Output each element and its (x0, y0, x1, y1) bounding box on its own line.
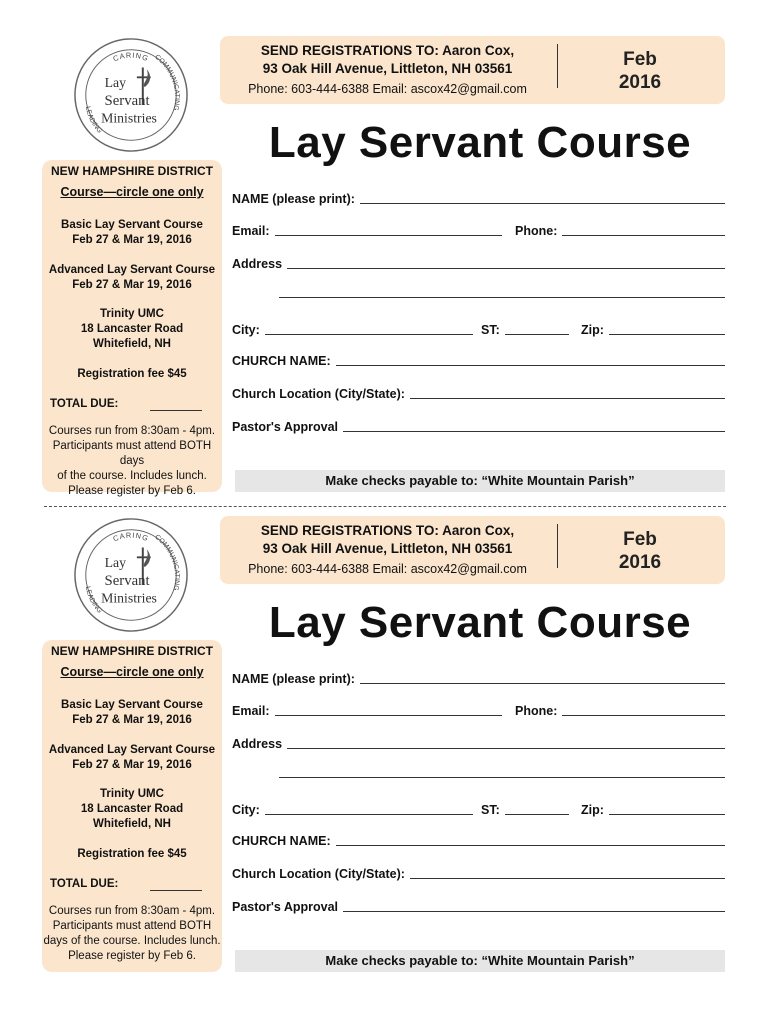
logo-right-text: COMMUNICATING (153, 533, 181, 592)
church-location-label: Church Location (City/State): (232, 387, 405, 401)
course-date (565, 528, 715, 574)
total-due-field[interactable] (150, 890, 202, 891)
city-input-line[interactable] (265, 813, 473, 815)
location-line-3: Whitefield, NH (93, 338, 171, 350)
email-input-line[interactable] (275, 234, 502, 236)
location-line-1: Trinity UMC (100, 308, 164, 320)
church-name-label: CHURCH NAME: (232, 834, 331, 848)
city-label: City: (232, 323, 260, 337)
church-name-field (232, 834, 725, 848)
lay-servant-ministries-logo (72, 36, 190, 154)
zip-input-line[interactable] (609, 333, 725, 335)
basic-course-option[interactable] (42, 698, 222, 728)
pastor-approval-field (232, 900, 725, 914)
church-location-label: Church Location (City/State): (232, 867, 405, 881)
svg-text:CARING (112, 51, 151, 64)
phone-input-line[interactable] (562, 714, 725, 716)
name-label: NAME (please print): (232, 192, 355, 206)
course-date (565, 48, 715, 94)
pastor-approval-field (232, 420, 725, 434)
address-label: Address (232, 257, 283, 271)
contact-info: Phone: 603-444-6388 Email: ascox42@gmail.com (248, 562, 527, 576)
phone-field (515, 704, 725, 718)
note-line: Courses run from 8:30am - 4pm. (48, 905, 216, 917)
course-info-panel (42, 160, 222, 497)
phone-label: Phone: (515, 224, 558, 238)
registration-form-top (0, 0, 770, 497)
send-line-1: SEND REGISTRATIONS TO: Aaron Cox, (260, 523, 515, 538)
circle-instruction: Course—circle one only (60, 665, 204, 679)
address-input-line[interactable] (287, 747, 725, 749)
checks-payable-note: Make checks payable to: “White Mountain Parish” (235, 950, 725, 972)
course-location (42, 787, 222, 832)
address-input-line[interactable] (287, 267, 725, 269)
basic-course-dates: Feb 27 & Mar 19, 2016 (72, 714, 192, 726)
circle-instruction: Course—circle one only (60, 185, 204, 199)
advanced-course-name: Advanced Lay Servant Course (48, 264, 216, 276)
note-line: of the course. Includes lunch. (57, 470, 207, 482)
lay-servant-ministries-logo (72, 516, 190, 634)
logo-right-text: COMMUNICATING (153, 53, 181, 112)
location-line-2: 18 Lancaster Road (80, 323, 184, 335)
logo-seal (72, 516, 190, 634)
district-name: NEW HAMPSHIRE DISTRICT (51, 164, 213, 178)
name-label: NAME (please print): (232, 672, 355, 686)
location-line-3: Whitefield, NH (93, 818, 171, 830)
church-location-field (232, 387, 725, 401)
logo-left-text: LEADING (83, 585, 104, 615)
date-month: Feb (623, 529, 657, 550)
district-name: NEW HAMPSHIRE DISTRICT (51, 644, 213, 658)
date-month: Feb (623, 49, 657, 70)
logo-word-2: Servant (104, 572, 150, 589)
address-input-line-2[interactable] (279, 297, 725, 298)
registration-form-bottom (0, 480, 770, 970)
logo-word-1: Lay (104, 555, 126, 571)
pastor-approval-input-line[interactable] (343, 910, 725, 912)
logo-top-text: CARING (111, 50, 151, 64)
registration-fee: Registration fee $45 (77, 848, 187, 860)
total-due-label: TOTAL DUE: (50, 398, 119, 410)
logo-word-2: Servant (104, 92, 150, 109)
note-line: Courses run from 8:30am - 4pm. (48, 425, 216, 437)
zip-field (581, 803, 725, 817)
location-line-1: Trinity UMC (100, 788, 164, 800)
basic-course-dates: Feb 27 & Mar 19, 2016 (72, 234, 192, 246)
checks-payable-note: Make checks payable to: “White Mountain Parish” (235, 470, 725, 492)
send-line-2: 93 Oak Hill Avenue, Littleton, NH 03561 (262, 61, 513, 76)
church-location-input-line[interactable] (410, 397, 725, 399)
name-field (232, 672, 725, 686)
zip-label: Zip: (581, 803, 604, 817)
state-field (481, 323, 569, 337)
state-field (481, 803, 569, 817)
advanced-course-name: Advanced Lay Servant Course (48, 744, 216, 756)
send-line-2: 93 Oak Hill Avenue, Littleton, NH 03561 (262, 541, 513, 556)
church-name-input-line[interactable] (336, 364, 725, 366)
note-line: Participants must attend BOTH days (52, 440, 212, 467)
email-field (232, 224, 502, 238)
logo-seal (72, 36, 190, 154)
registration-header-box (220, 36, 725, 104)
city-field (232, 323, 473, 337)
advanced-course-dates: Feb 27 & Mar 19, 2016 (72, 279, 192, 291)
total-due-field[interactable] (150, 410, 202, 411)
svg-text:CARING (112, 531, 151, 544)
city-input-line[interactable] (265, 333, 473, 335)
name-input-line[interactable] (360, 202, 725, 204)
registration-fee: Registration fee $45 (77, 368, 187, 380)
zip-input-line[interactable] (609, 813, 725, 815)
logo-word-3: Ministries (101, 590, 157, 606)
basic-course-option[interactable] (42, 218, 222, 248)
advanced-course-option[interactable] (42, 743, 222, 773)
pastor-approval-input-line[interactable] (343, 430, 725, 432)
name-input-line[interactable] (360, 682, 725, 684)
email-field (232, 704, 502, 718)
advanced-course-dates: Feb 27 & Mar 19, 2016 (72, 759, 192, 771)
note-line: Please register by Feb 6. (68, 950, 196, 962)
phone-field (515, 224, 725, 238)
logo-top-text: CARING (111, 530, 151, 544)
basic-course-name: Basic Lay Servant Course (61, 699, 203, 711)
send-registrations (220, 522, 555, 558)
email-label: Email: (232, 704, 270, 718)
registration-header-box (220, 516, 725, 584)
pastor-approval-label: Pastor's Approval (232, 900, 339, 914)
note-line: Please register by Feb 6. (68, 485, 196, 497)
logo-word-3: Ministries (101, 110, 157, 126)
page-title: Lay Servant Course (268, 118, 692, 167)
course-location (42, 307, 222, 352)
state-input-line[interactable] (505, 333, 569, 335)
date-year: 2016 (618, 552, 662, 573)
church-name-field (232, 354, 725, 368)
address-input-line-2[interactable] (279, 777, 725, 778)
send-registrations (220, 42, 555, 78)
total-due-label: TOTAL DUE: (50, 878, 119, 890)
date-year: 2016 (618, 72, 662, 93)
contact-info: Phone: 603-444-6388 Email: ascox42@gmail.com (248, 82, 527, 96)
course-notes (42, 904, 222, 964)
zip-field (581, 323, 725, 337)
state-label: ST: (481, 803, 500, 817)
course-info-panel (42, 640, 222, 972)
advanced-course-option[interactable] (42, 263, 222, 293)
church-location-input-line[interactable] (410, 877, 725, 879)
phone-input-line[interactable] (562, 234, 725, 236)
phone-label: Phone: (515, 704, 558, 718)
note-line: Participants must attend BOTH (52, 920, 212, 932)
address-field (232, 257, 725, 271)
page-title: Lay Servant Course (268, 598, 692, 647)
logo-left-text: LEADING (83, 105, 104, 135)
send-line-1: SEND REGISTRATIONS TO: Aaron Cox, (260, 43, 515, 58)
state-input-line[interactable] (505, 813, 569, 815)
logo-word-1: Lay (104, 75, 126, 91)
church-name-label: CHURCH NAME: (232, 354, 331, 368)
church-location-field (232, 867, 725, 881)
header-divider (557, 44, 558, 88)
address-field (232, 737, 725, 751)
location-line-2: 18 Lancaster Road (80, 803, 184, 815)
city-field (232, 803, 473, 817)
basic-course-name: Basic Lay Servant Course (61, 219, 203, 231)
address-label: Address (232, 737, 283, 751)
header-divider (557, 524, 558, 568)
state-label: ST: (481, 323, 500, 337)
email-input-line[interactable] (275, 714, 502, 716)
zip-label: Zip: (581, 323, 604, 337)
church-name-input-line[interactable] (336, 844, 725, 846)
name-field (232, 192, 725, 206)
note-line: days of the course. Includes lunch. (43, 935, 221, 947)
email-label: Email: (232, 224, 270, 238)
city-label: City: (232, 803, 260, 817)
pastor-approval-label: Pastor's Approval (232, 420, 339, 434)
